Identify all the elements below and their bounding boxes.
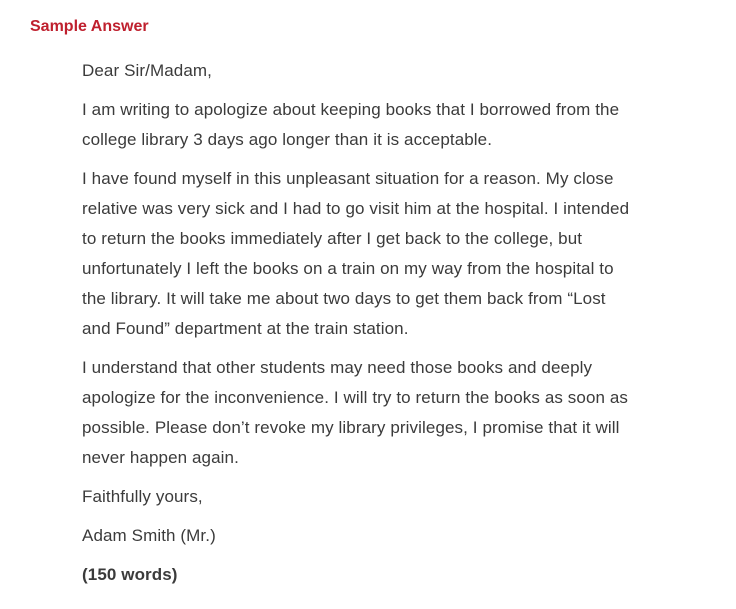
text-line: Dear Sir/Madam, [82, 61, 212, 80]
text-line: (150 words) [82, 565, 178, 584]
text-line: I have found myself in this unpleasant situation for a reason. My close [82, 169, 614, 188]
text-line: and Found” department at the train station. [82, 319, 409, 338]
word-count [82, 560, 702, 590]
text-line: apologize for the inconvenience. I will try to return the books as soon as [82, 388, 629, 407]
paragraph [82, 482, 702, 512]
text-line: unfortunately I left the books on a train on my way from the hospital to [82, 259, 614, 278]
text-line: never happen again. [82, 448, 239, 467]
text-line: I understand that other students may need those books and deeply [82, 358, 593, 377]
paragraph [82, 56, 702, 86]
sample-answer-heading: Sample Answer [30, 18, 149, 35]
paragraph [82, 353, 702, 473]
text-line: Adam Smith (Mr.) [82, 526, 216, 545]
text-line: possible. Please don’t revoke my library privileges, I promise that it will [82, 418, 620, 437]
text-line: college library 3 days ago longer than it is acceptable. [82, 130, 493, 149]
text-line: Faithfully yours, [82, 487, 203, 506]
letter-body [82, 56, 702, 599]
text-line: to return the books immediately after I get back to the college, but [82, 229, 583, 248]
paragraph [82, 164, 702, 344]
text-line: relative was very sick and I had to go visit him at the hospital. I intended [82, 199, 630, 218]
paragraph [82, 521, 702, 551]
text-line: the library. It will take me about two days to get them back from “Lost [82, 289, 606, 308]
paragraph [82, 95, 702, 155]
text-line: I am writing to apologize about keeping books that I borrowed from the [82, 100, 620, 119]
